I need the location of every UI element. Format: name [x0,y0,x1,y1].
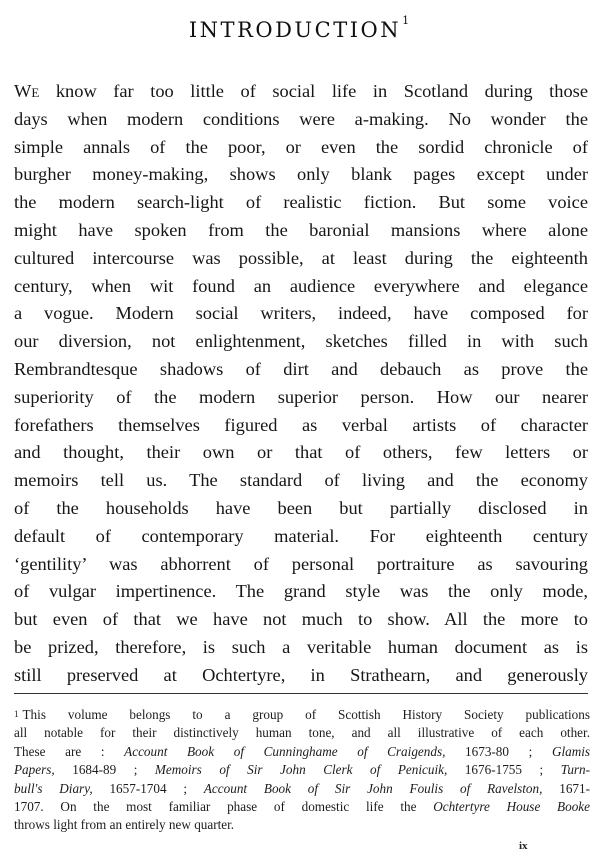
body-line: of vulgar impertinence. The grand style was the only mode, [14,581,588,602]
footnote-title: Account Book of Sir John Foulis of Ravelston, [203,780,543,796]
body-line: might have spoken from the baronial mansions where alone [14,219,588,240]
footnote-line [14,761,590,779]
footnote-line: all notable for their distinctively human tone, and all illustrative of each other. [14,725,590,741]
footnote [14,706,590,835]
footnote-line [14,743,590,761]
chapter-heading [0,14,598,42]
footnote-text: 1707. On the most familiar phase of domestic life the [14,798,417,814]
footnote-line [14,780,590,798]
body-line: still preserved at Ochtertyre, in Strathearn, and generously [14,664,588,685]
chapter-title: INTRODUCTION [188,18,402,42]
footnote-text: These are : [14,743,105,759]
body-line: the modern search-light of realistic fiction. But some voice [14,192,588,213]
body-line: simple annals of the poor, or even the sordid chronicle of [14,136,588,157]
body-line: ‘gentility’ was abhorrent of personal portraiture as savouring [14,553,588,574]
body-line: a vogue. Modern social writers, indeed, have composed for [14,303,588,324]
body-line: of the households have been but partially disclosed in [14,497,588,518]
body-line: and thought, their own or that of others, few letters or [14,442,588,463]
footnote-text: This volume belongs to a group of Scottish History Society publications [22,707,590,722]
footnote-line [14,706,590,724]
body-line: forefathers themselves figured as verbal artists of character [14,414,588,435]
body-paragraph [14,78,588,690]
body-line: memoirs tell us. The standard of living and the economy [14,470,588,491]
body-line-1 [14,78,588,106]
body-line-text: know far too little of social life in Scotland during those [55,81,588,101]
footnote-text: 1671- [559,780,590,796]
footnote-text: 1684-89 ; [72,762,138,778]
footnote-divider [14,693,588,694]
footnote-title: Ochtertyre House Booke [433,798,591,814]
footnote-text: 1673-80 ; [465,743,533,759]
footnote-line [14,798,590,816]
body-line: but even of that we have not much to show. All the more to [14,609,588,630]
footnote-title: Glamis [551,743,591,759]
body-line: century, when wit found an audience everywhere and elegance [14,275,588,296]
footnote-text: 1676-1755 ; [464,762,544,778]
body-line: cultured intercourse was possible, at least during the eighteenth [14,247,588,268]
footnote-text: 1657-1704 ; [109,780,188,796]
body-line: days when modern conditions were a-making. No wonder the [14,108,588,129]
footnote-title: Memoirs of Sir John Clerk of Penicuik, [154,762,448,778]
footnote-marker: 1 [14,709,19,719]
footnote-title: bull's Diary, [14,780,93,796]
footnote-line: throws light from an entirely new quarter. [14,817,235,833]
page-number: ix [519,840,528,852]
footnote-title: Account Book of Cunninghame of Craigends, [124,743,446,759]
body-line: default of contemporary material. For eighteenth century [14,525,588,546]
body-line: burgher money-making, shows only blank pages except under [14,164,588,185]
body-line: be prized, therefore, is such a veritable human document as is [14,636,588,657]
body-line: our diversion, not enlightenment, sketches filled in with such [14,331,588,352]
body-line: Rembrandtesque shadows of dirt and debauch as prove the [14,358,588,379]
footnote-title: Papers, [14,762,55,778]
footnote-reference: 1 [402,14,410,27]
footnote-title: Turn- [560,762,591,778]
body-line: superiority of the modern superior person. How our nearer [14,386,588,407]
drop-word: We [14,81,40,101]
